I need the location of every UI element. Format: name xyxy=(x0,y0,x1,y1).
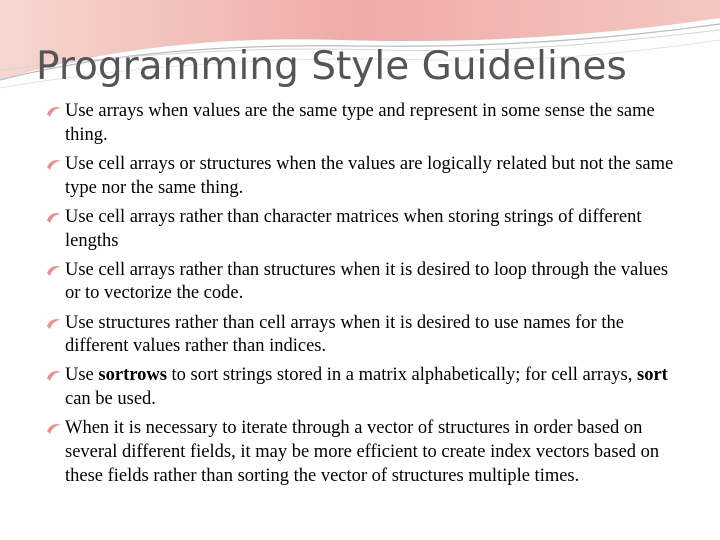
swoosh-bullet-icon xyxy=(46,422,62,435)
bullet-item xyxy=(46,417,686,488)
bullet-text: Use cell arrays rather than structures when it is desired to loop through the values or to vectorize the code. xyxy=(65,259,669,304)
swoosh-bullet-icon xyxy=(46,369,62,382)
bullet-item xyxy=(46,153,686,201)
bullet-text-part: to sort strings stored in a matrix alphabetically; for cell arrays, xyxy=(166,365,637,386)
slide-title: Programming Style Guidelines xyxy=(36,44,627,89)
bullet-item xyxy=(46,364,686,412)
swoosh-bullet-icon xyxy=(46,158,62,171)
swoosh-bullet-icon xyxy=(46,317,62,330)
bullet-text: Use structures rather than cell arrays when it is desired to use names for the different values rather than indices. xyxy=(65,312,624,357)
bullet-text: Use cell arrays rather than character matrices when storing strings of different lengths xyxy=(65,206,642,251)
bullet-text-part: Use xyxy=(65,365,99,386)
keyword-sortrows: sortrows xyxy=(98,365,167,386)
bullet-item xyxy=(46,259,686,307)
bullet-text: Use cell arrays or structures when the values are logically related but not the same type nor the same thing. xyxy=(65,153,674,198)
swoosh-bullet-icon xyxy=(46,264,62,277)
bullet-text-part: can be used. xyxy=(65,389,156,410)
swoosh-bullet-icon xyxy=(46,211,62,224)
swoosh-bullet-icon xyxy=(46,105,62,118)
bullet-text: When it is necessary to iterate through a vector of structures in order based on several different fields, it may be more efficient to create index vectors based on these fields rather than sorting the vector of structures multiple times. xyxy=(65,418,660,486)
bullet-list xyxy=(46,100,686,494)
bullet-item xyxy=(46,206,686,254)
bullet-item xyxy=(46,312,686,360)
bullet-item xyxy=(46,100,686,148)
keyword-sort: sort xyxy=(637,365,668,386)
bullet-text: Use arrays when values are the same type and represent in some sense the same thing. xyxy=(65,101,655,145)
